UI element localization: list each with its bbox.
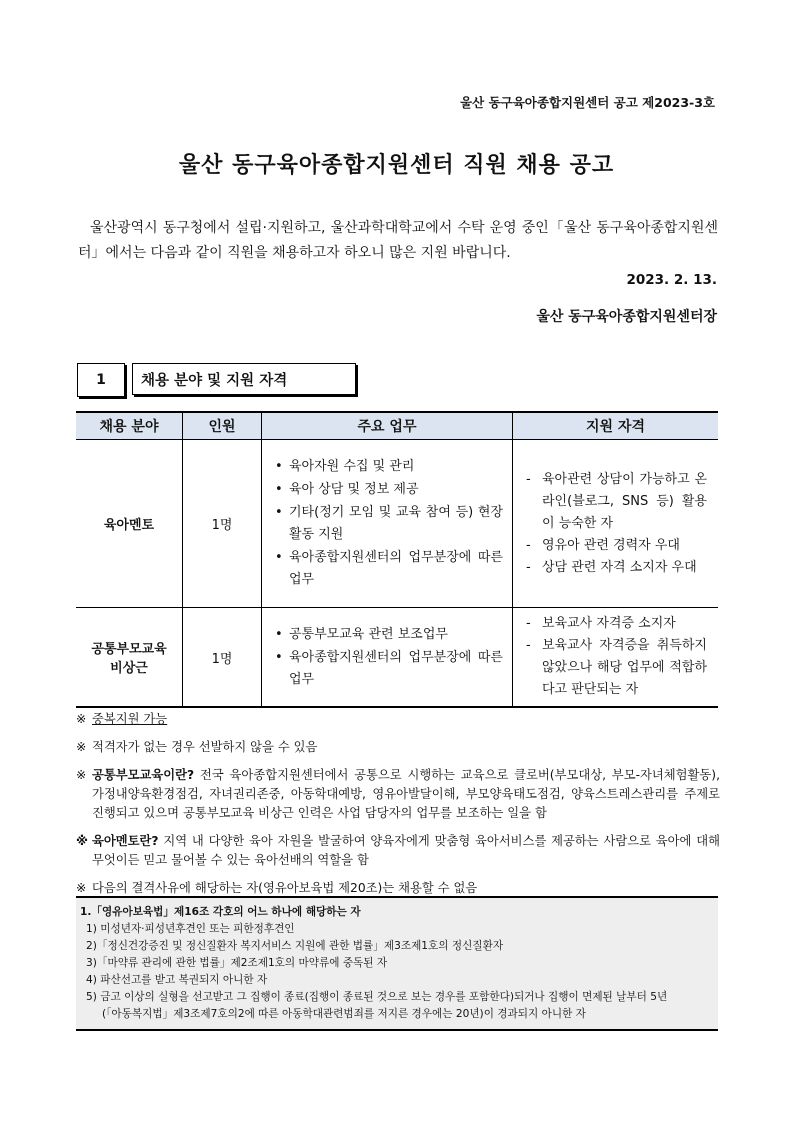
list-item: - 상담 관련 자격 소지자 우대 — [524, 557, 707, 579]
reference-mark: ※ — [76, 712, 87, 726]
field-line: 비상근 — [110, 661, 148, 676]
list-item: • 육아종합지원센터의 업무분장에 따른 업무 — [275, 547, 503, 591]
duties-cell — [262, 440, 513, 608]
list-item: 3)「마약류 관리에 관한 법률」제2조제1호의 마약류에 중독된 자 — [86, 957, 388, 969]
notes-section — [76, 710, 720, 907]
list-item: 1) 미성년자·피성년후견인 또는 피한정후견인 — [86, 923, 295, 935]
recruitment-table — [76, 411, 718, 708]
list-item: - 보육교사 자격증 소지자 — [524, 613, 707, 635]
list-item: 2)「정신건강증진 및 정신질환자 복지서비스 지원에 관한 법률」제3조제1호의 정신질환자 — [86, 940, 504, 952]
note-text: 중복지원 가능 — [92, 712, 168, 726]
signer: 울산 동구육아종합지원센터장 — [536, 309, 717, 325]
field-cell: 육아멘토 — [76, 440, 183, 608]
note-text: 지역 내 다양한 육아 자원을 발굴하여 양육자에게 맞춤형 육아서비스를 제공하는 사람으로 육아에 대해 무엇이든 믿고 물어볼 수 있는 육아선배의 역할을 함 — [92, 834, 720, 867]
list-item: • 육아종합지원센터의 업무분장에 따른 업무 — [275, 647, 503, 691]
note — [76, 710, 720, 729]
note-label: 공통부모교육이란? — [92, 768, 195, 782]
box-heading: 1.「영유아보육법」제16조 각호의 어느 하나에 해당하는 자 — [80, 906, 361, 918]
count-cell: 1명 — [183, 440, 262, 608]
field-line: 공통부모교육 — [91, 642, 167, 657]
header-duties: 주요 업무 — [262, 412, 513, 440]
intro-paragraph: 울산광역시 동구청에서 설립·지원하고, 울산과학대학교에서 수탁 운영 중인「울산 동구육아종합지원센터」에서는 다음과 같이 직원을 채용하고자 하오니 많은 지원 바랍니다. — [78, 220, 718, 261]
page-title: 울산 동구육아종합지원센터 직원 채용 공고 — [178, 153, 615, 178]
reference-mark: ※ — [76, 768, 87, 782]
disqualification-box — [76, 896, 718, 1031]
note — [76, 738, 720, 757]
reference-mark: ※ — [76, 740, 87, 754]
field-cell — [76, 608, 183, 708]
list-item: - 보육교사 자격증을 취득하지 않았으나 해당 업무에 적합하다고 판단되는 자 — [524, 635, 707, 701]
note-text: 전국 육아종합지원센터에서 공통으로 시행하는 교육으로 클로버(부모대상, 부모-자녀체험활동), 가정내양육환경점검, 자녀권리존중, 아동학대예방, 영유아발달이해, 부모양육태도점검, 양육스트레스관리를 주제로 진행되고 있으며 공통부모교육 비상근 인력은 사업 담당자의 업무를 보조하는 일을 함 — [92, 768, 720, 820]
reference-mark: ※ — [76, 834, 88, 848]
note-text: 다음의 결격사유에 해당하는 자(영유아보육법 제20조)는 채용할 수 없음 — [92, 881, 478, 895]
section-title: 채용 분야 및 지원 자격 — [132, 363, 356, 395]
list-item: • 육아 상담 및 정보 제공 — [275, 479, 503, 501]
note — [76, 832, 720, 870]
header-count: 인원 — [183, 412, 262, 440]
notice-date: 2023. 2. 13. — [626, 272, 717, 288]
notice-number: 울산 동구육아종합지원센터 공고 제2023-3호 — [460, 95, 715, 110]
note-text: 적격자가 없는 경우 선발하지 않을 수 있음 — [92, 740, 318, 754]
list-item: - 영유아 관련 경력자 우대 — [524, 535, 707, 557]
list-item-continuation: (「아동복지법」제3조제7호의2에 따른 아동학대관련범죄를 저지른 경우에는 20년)이 경과되지 아니한 자 — [102, 1008, 586, 1020]
reference-mark: ※ — [76, 881, 87, 895]
header-qualifications: 지원 자격 — [513, 412, 719, 440]
table-header-row — [76, 412, 718, 440]
list-item: 4) 파산선고를 받고 복권되지 아니한 자 — [86, 974, 268, 986]
list-item: 5) 금고 이상의 실형을 선고받고 그 집행이 종료(집행이 종료된 것으로 보는 경우를 포함한다)되거나 집행이 면제된 날부터 5년 — [86, 991, 668, 1003]
table-row — [76, 608, 718, 708]
qualifications-cell — [513, 608, 719, 708]
list-item: • 육아자원 수집 및 관리 — [275, 456, 503, 478]
table-row — [76, 440, 718, 608]
list-item: • 기타(정기 모임 및 교육 참여 등) 현장 활동 지원 — [275, 502, 503, 546]
section-number: 1 — [77, 363, 125, 397]
qualifications-cell — [513, 440, 719, 608]
note-label: 육아멘토란? — [92, 834, 159, 848]
list-item: • 공통부모교육 관련 보조업무 — [275, 624, 503, 646]
header-field: 채용 분야 — [76, 412, 183, 440]
count-cell: 1명 — [183, 608, 262, 708]
note — [76, 766, 720, 823]
list-item: - 육아관련 상담이 가능하고 온라인(블로그, SNS 등) 활용이 능숙한 자 — [524, 469, 707, 535]
duties-cell — [262, 608, 513, 708]
